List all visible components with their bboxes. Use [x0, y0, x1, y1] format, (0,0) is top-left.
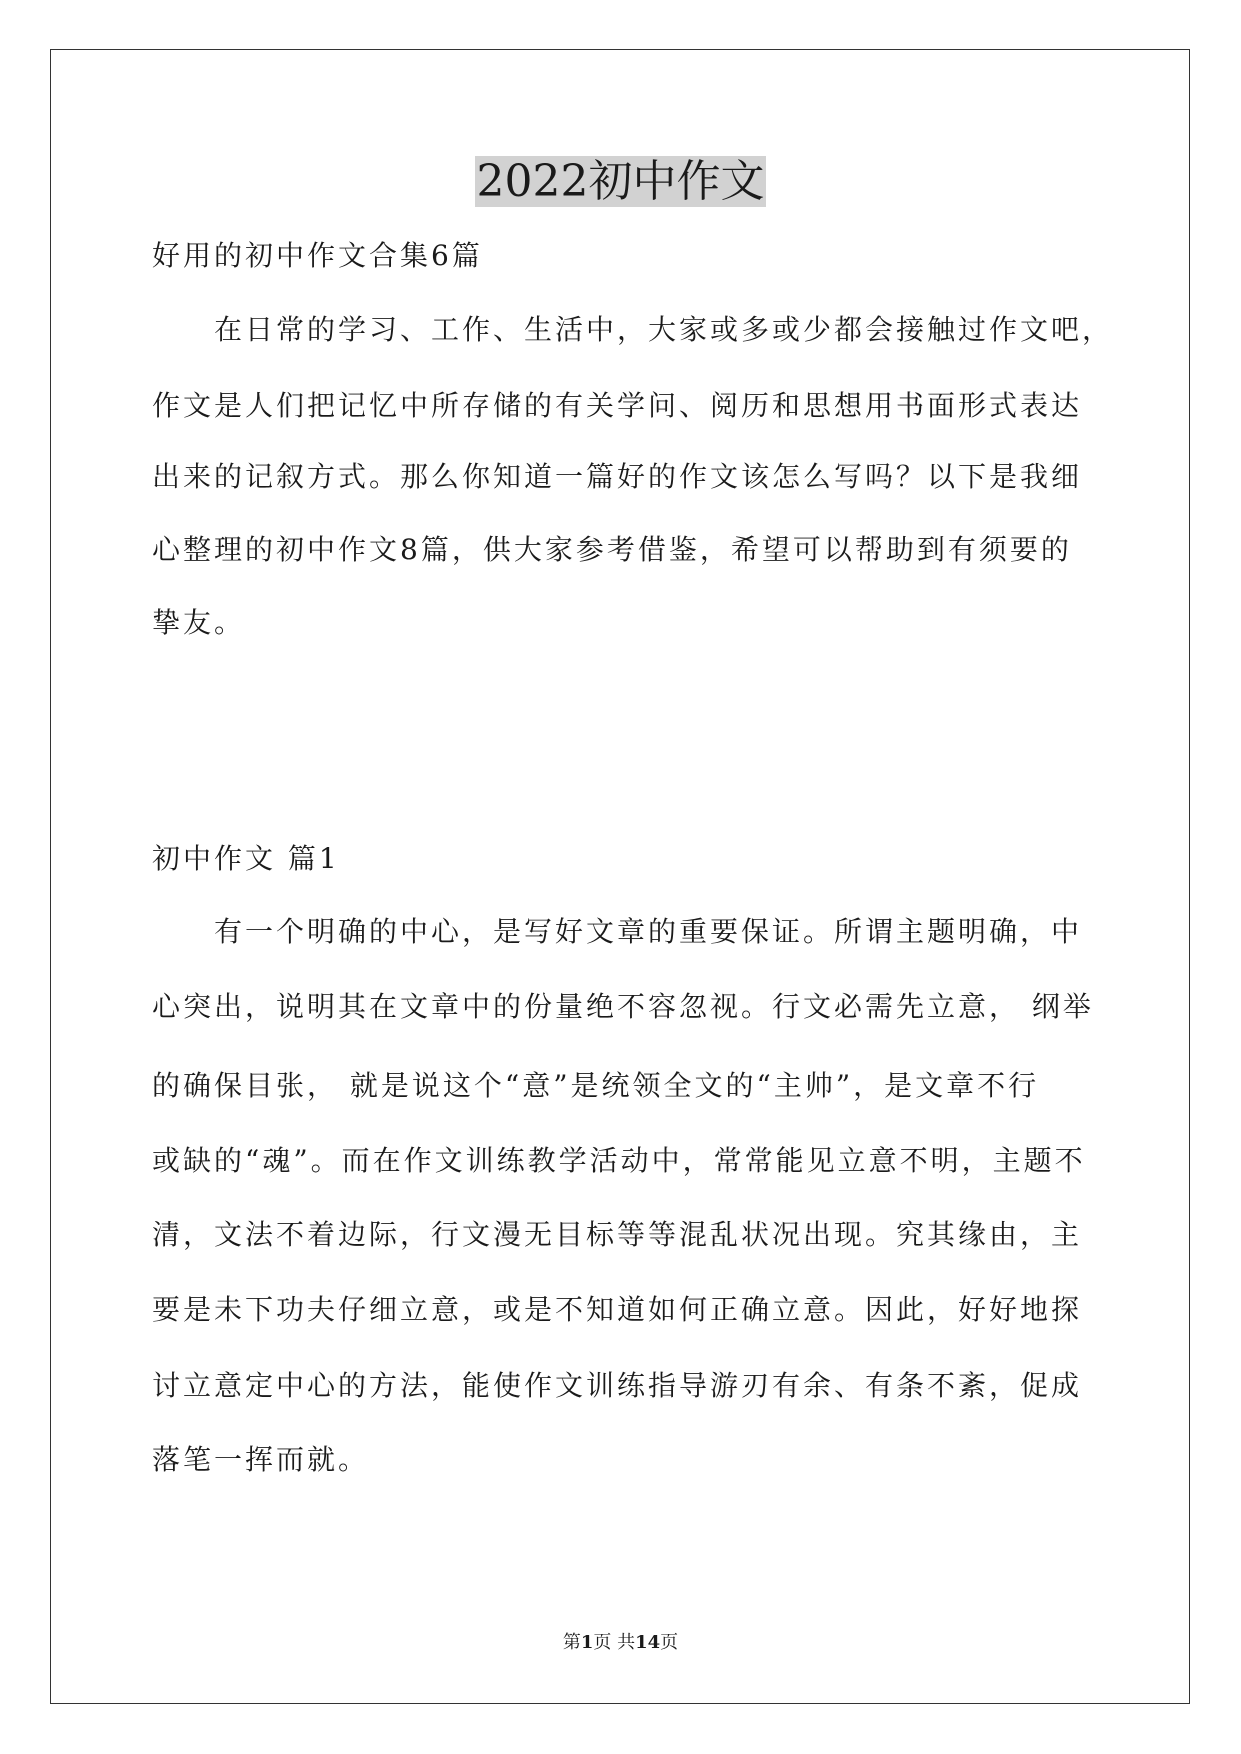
footer-mid: 页 共	[593, 1632, 636, 1653]
document-title-text: 2022初中作文	[476, 156, 765, 207]
section-line: 或缺的“魂”。而在作文训练教学活动中，常常能见立意不明，主题不	[152, 1144, 1086, 1177]
section-line: 落笔一挥而就。	[152, 1443, 370, 1476]
footer-suffix: 页	[660, 1632, 679, 1653]
footer-total-pages: 14	[635, 1632, 661, 1653]
intro-line: 出来的记叙方式。那么你知道一篇好的作文该怎么写吗？以下是我细	[152, 460, 1083, 493]
section-line: 有一个明确的中心，是写好文章的重要保证。所谓主题明确，中	[214, 915, 1083, 948]
page-number-footer	[0, 1628, 1241, 1654]
section-line: 要是未下功夫仔细立意，或是不知道如何正确立意。因此，好好地探	[152, 1293, 1083, 1326]
intro-line: 在日常的学习、工作、生活中，大家或多或少都会接触过作文吧，	[214, 313, 1114, 346]
section-heading: 初中作文 篇1	[152, 842, 340, 875]
section-line: 的确保目张， 就是说这个“意”是统领全文的“主帅”，是文章不行	[152, 1069, 1040, 1102]
section-line: 心突出，说明其在文章中的份量绝不容忽视。行文必需先立意， 纲举	[152, 990, 1094, 1023]
document-title	[0, 152, 1241, 212]
section-line: 讨立意定中心的方法，能使作文训练指导游刃有余、有条不紊，促成	[152, 1369, 1083, 1402]
intro-line: 作文是人们把记忆中所存储的有关学问、阅历和思想用书面形式表达	[152, 389, 1083, 422]
section-line: 清，文法不着边际，行文漫无目标等等混乱状况出现。究其缘由，主	[152, 1218, 1083, 1251]
footer-prefix: 第	[562, 1632, 581, 1653]
intro-line: 挚友。	[152, 606, 246, 639]
footer-current-page: 1	[580, 1632, 594, 1653]
intro-line: 心整理的初中作文8篇，供大家参考借鉴，希望可以帮助到有须要的	[152, 533, 1072, 566]
document-subtitle: 好用的初中作文合集6篇	[152, 239, 483, 272]
